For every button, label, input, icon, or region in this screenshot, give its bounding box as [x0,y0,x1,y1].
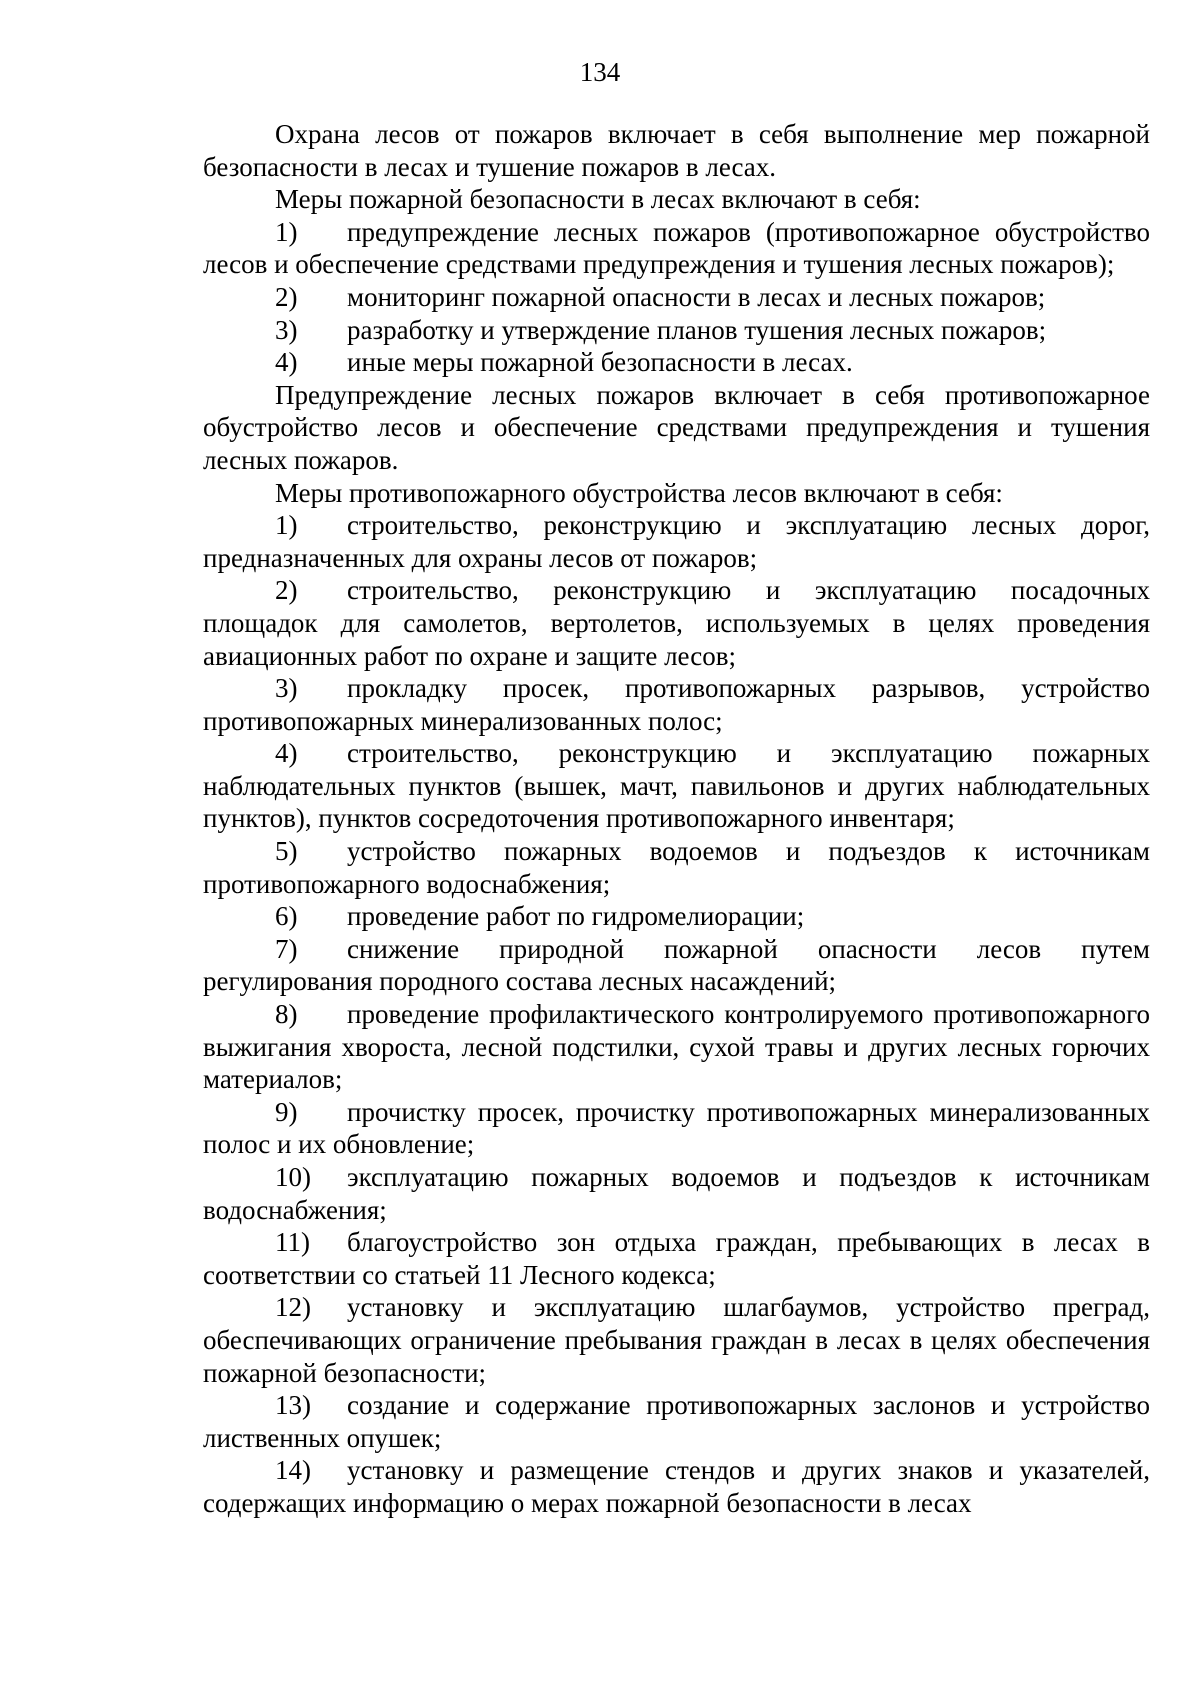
list-item [203,933,1150,998]
prevention-paragraph: Предупреждение лесных пожаров включает в себя противопожарное обустройство лесов и обеспечение средствами предупреждения и тушения лесных пожаров. [203,379,1150,475]
fire-safety-measures-list [203,216,1150,379]
list-item [203,346,1150,379]
list-item-number: 2) [275,281,298,312]
measures-heading: Меры пожарной безопасности в лесах включают в себя: [275,184,921,215]
list-item-text: установку и эксплуатацию шлагбаумов, устройство преград, обеспечивающих ограничение пребывания граждан в лесах в целях обеспечения пожарной безопасности; [203,1292,1150,1388]
list-item [203,1226,1150,1291]
list-item-text: проведение работ по гидромелиорации; [347,901,805,932]
list-item-number: 2) [275,575,298,606]
list-item-number: 1) [275,510,298,541]
list-item [203,216,1150,281]
list-item [203,1291,1150,1389]
fire-arrangement-measures-list [203,509,1150,1519]
list-item-text: мониторинг пожарной опасности в лесах и лесных пожаров; [347,281,1046,312]
intro-paragraph: Охрана лесов от пожаров включает в себя выполнение мер пожарной безопасности в лесах и тушение пожаров в лесах. [203,119,1150,182]
list-item-text: эксплуатацию пожарных водоемов и подъездов к источникам водоснабжения; [203,1162,1150,1225]
list-item [203,672,1150,737]
list-item-number: 11) [275,1227,310,1258]
list-item-number: 6) [275,901,298,932]
list-item-number: 13) [275,1390,311,1421]
list-item-text: снижение природной пожарной опасности лесов путем регулирования породного состава лесных насаждений; [203,933,1150,997]
list-item-number: 14) [275,1455,311,1486]
list-item-text: благоустройство зон отдыха граждан, пребывающих в лесах в соответствии со статьей 11 Лесного кодекса; [203,1227,1150,1290]
list-item [203,1389,1150,1454]
list-item-text: строительство, реконструкцию и эксплуатацию лесных дорог, предназначенных для охраны лесов от пожаров; [203,510,1150,573]
list-item-number: 4) [275,738,298,769]
list-item [203,509,1150,574]
list-item-text: прочистку просек, прочистку противопожарных минерализованных полос и их обновление; [203,1096,1150,1160]
list-item-number: 3) [275,673,298,704]
list-item-text: разработку и утверждение планов тушения лесных пожаров; [347,314,1047,345]
list-item-text: устройство пожарных водоемов и подъездов к источникам противопожарного водоснабжения; [203,836,1150,899]
list-item [203,835,1150,900]
page-number: 134 [579,57,621,87]
arrangement-heading: Меры противопожарного обустройства лесов включают в себя: [275,477,1003,508]
list-item-number: 8) [275,999,298,1030]
document-body [203,118,1150,1520]
list-item-number: 5) [275,836,298,867]
list-item [203,1454,1150,1519]
list-item [203,1096,1150,1161]
list-item-text: проведение профилактического контролируемого противопожарного выжигания хвороста, лесной подстилки, сухой травы и других лесных горючих материалов; [203,999,1150,1095]
list-item-number: 1) [275,216,298,247]
list-item-number: 9) [275,1096,298,1127]
list-item-number: 10) [275,1162,311,1192]
list-item [203,998,1150,1096]
list-item [203,1161,1150,1226]
list-item-text: установку и размещение стендов и других знаков и указателей, содержащих информацию о мерах пожарной безопасности в лесах [203,1455,1150,1518]
list-item-number: 3) [275,314,298,345]
list-item [203,900,1150,933]
list-item-number: 12) [275,1292,311,1323]
list-item-number: 4) [275,347,298,378]
list-item-text: предупреждение лесных пожаров (противопожарное обустройство лесов и обеспечение средствами предупреждения и тушения лесных пожаров); [203,216,1150,280]
list-item-text: создание и содержание противопожарных заслонов и устройство лиственных опушек; [203,1390,1150,1453]
list-item [203,574,1150,672]
list-item-text: прокладку просек, противопожарных разрывов, устройство противопожарных минерализованных полос; [203,673,1150,736]
list-item-text: строительство, реконструкцию и эксплуатацию пожарных наблюдательных пунктов (вышек, мачт, павильонов и других наблюдательных пунктов), пунктов сосредоточения противопожарного инвентаря; [203,738,1150,834]
list-item [203,281,1150,314]
list-item [203,737,1150,835]
list-item-text: иные меры пожарной безопасности в лесах. [347,347,853,378]
list-item [203,314,1150,347]
list-item-text: строительство, реконструкцию и эксплуатацию посадочных площадок для самолетов, вертолетов, используемых в целях проведения авиационных работ по охране и защите лесов; [203,575,1150,671]
list-item-number: 7) [275,933,298,964]
